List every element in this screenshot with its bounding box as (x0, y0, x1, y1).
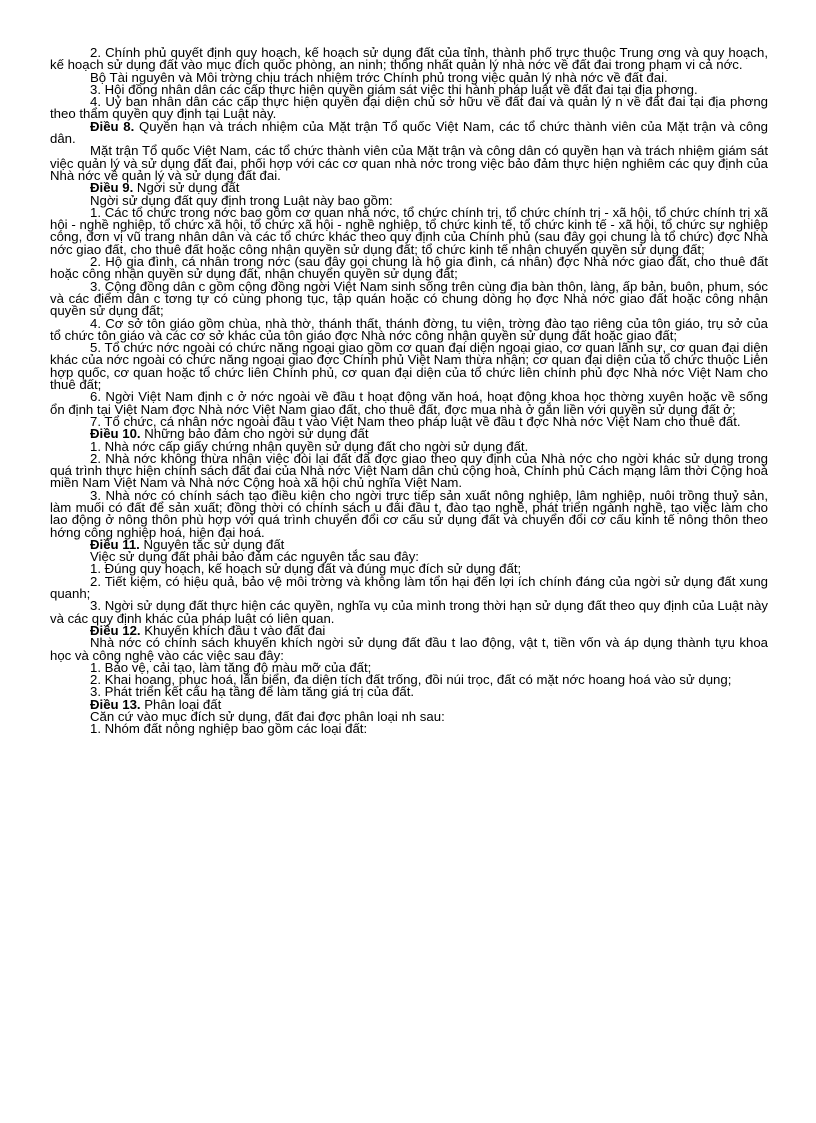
paragraph: 2. Tiết kiệm, có hiệu quả, bảo vệ môi trờng và không làm tổn hại đến lợi ích chính đáng của ngời sử dụng đất xung quanh; (50, 573, 768, 602)
article-heading: Điều 8. (90, 118, 135, 134)
paragraph: 1. Đúng quy hoạch, kế hoạch sử dụng đất và đúng mục đích sử dụng đất; (90, 561, 522, 577)
paragraph: 6. Ngời Việt Nam định c ở nớc ngoài về đầu t hoạt động văn hoá, hoạt động khoa học thờng xuyên hoặc về sống ổn định tại Việt Nam đợc Nhà nớc Việt Nam giao đất, cho thuê đất, đợc mua nhà ở gắn liền với quyền sử dụng đất ở; (50, 389, 768, 417)
article-heading: Điều 9. (90, 180, 134, 196)
paragraph: 2. Khai hoang, phục hoá, lấn biển, đa diện tích đất trống, đồi núi trọc, đất có mặt nớc hoang hoá vào sử dụng; (90, 672, 732, 688)
paragraph: 3. Hội đồng nhân dân các cấp thực hiện quyền giám sát việc thi hành pháp luật về đất đai tại địa phơng. (90, 81, 698, 97)
paragraph: 3. Ngời sử dụng đất thực hiện các quyền, nghĩa vụ của mình trong thời hạn sử dụng đất theo quy định của Luật này và các quy định khác của pháp luật có liên quan. (50, 598, 768, 626)
article-title: Những bảo đảm cho ngời sử dụng đất (140, 426, 369, 442)
article-heading: Điều 13. (90, 696, 141, 712)
paragraph: Nhà nớc có chính sách khuyến khích ngời sử dụng đất đầu t lao động, vật t, tiền vốn và áp dụng thành tựu khoa học và công nghệ vào các việc sau đây: (50, 635, 768, 663)
paragraph: 3. Cộng đồng dân c gồm cộng đồng ngời Việt Nam sinh sống trên cùng địa bàn thôn, làng, ấp bản, buôn, phum, sóc và các điểm dân c tơng tự có cùng phong tục, tập quán hoặc có chung dòng họ đợc Nhà nớc giao đất hoặc công nhận quyền sử dụng đất; (50, 278, 768, 319)
paragraph: Việc sử dụng đất phải bảo đảm các nguyên tắc sau đây: (90, 549, 419, 565)
document-body (50, 47, 768, 736)
paragraph: Ngời sử dụng đất quy định trong Luật này bao gồm: (90, 192, 393, 208)
article-title: Phân loại đất (140, 696, 222, 712)
paragraph: 7. Tổ chức, cá nhân nớc ngoài đầu t vào Việt Nam theo pháp luật về đầu t đợc Nhà nớc Việt Nam cho thuê đất. (90, 413, 741, 429)
paragraph: 1. Bảo vệ, cải tạo, làm tăng độ màu mỡ của đất; (90, 659, 372, 675)
article-title: Khuyến khích đầu t vào đất đai (140, 622, 326, 638)
article-heading: Điều 10. (90, 426, 141, 442)
paragraph: 3. Phát triển kết cấu hạ tầng để làm tăng giá trị của đất. (90, 684, 415, 700)
paragraph: Mặt trận Tổ quốc Việt Nam, các tổ chức thành viên của Mặt trận và công dân có quyền hạn và trách nhiệm giám sát việc quản lý và sử dụng đất đai, phối hợp với các cơ quan nhà nớc trong việc bảo đảm thực hiện nghiêm các quy định của Nhà nớc về quản lý và sử dụng đất đai. (50, 143, 768, 183)
paragraph: 1. Nhóm đất nông nghiệp bao gồm các loại đất: (90, 721, 368, 737)
paragraph: 5. Tổ chức nớc ngoài có chức năng ngoại giao gồm cơ quan đại diện ngoại giao, cơ quan lãnh sự, cơ quan đại diện khác của nớc ngoài có chức năng ngoại giao đợc Chính phủ Việt Nam thừa nhận; cơ quan đại diện của tổ chức thuộc Liên hợp quốc, cơ quan hoặc tổ chức liên Chính phủ, cơ quan đại diện của tổ chức liên chính phủ đợc Nhà nớc Việt Nam cho thuê đất; (50, 340, 768, 393)
paragraph: 4. Uỷ ban nhân dân các cấp thực hiện quyền đại diện chủ sở hữu về đất đai và quản lý n về đất đai tại địa phơng theo thẩm quyền quy định tại Luật này. (50, 94, 768, 122)
paragraph: 2. Chính phủ quyết định quy hoạch, kế hoạch sử dụng đất của tỉnh, thành phố trực thuộc Trung ơng và quy hoạch, kế hoạch sử dụng đất vào mục đích quốc phòng, an ninh; thống nhất quản lý nhà nớc về đất đai trong phạm vi cả nớc. (50, 45, 768, 73)
paragraph: 2. Hộ gia đình, cá nhân trong nớc (sau đây gọi chung là hộ gia đình, cá nhân) đợc Nhà nớc giao đất, cho thuê đất hoặc công nhận quyền sử dụng đất, nhận chuyển quyền sử dụng đất; (50, 254, 768, 282)
article-8 (50, 118, 768, 147)
paragraph: 1. Các tổ chức trong nớc bao gồm cơ quan nhà nớc, tổ chức chính trị, tổ chức chính trị - xã hội, tổ chức chính trị xã hội - nghề nghiệp, tổ chức xã hội, tổ chức xã hội - nghề nghiệp, tổ chức kinh tế, tổ chức kinh tế - xã hội, tổ chức sự nghiệp công, đơn vị vũ trang nhân dân và các tổ chức khác theo quy định của Chính phủ (sau đây gọi chung là tổ chức) đợc Nhà nớc giao đất, cho thuê đất hoặc công nhận quyền sử dụng đất; tổ chức kinh tế nhận chuyển quyền sử dụng đất; (50, 204, 768, 257)
article-title: Ngời sử dụng đất (133, 180, 240, 196)
article-heading: Điều 11. (90, 536, 140, 552)
paragraph: Căn cứ vào mục đích sử dụng, đất đai đợc phân loại nh sau: (90, 709, 445, 725)
paragraph: 4. Cơ sở tôn giáo gồm chùa, nhà thờ, thánh thất, thánh đờng, tu viện, trờng đào tạo riêng của tôn giáo, trụ sở của tổ chức tôn giáo và các cơ sở khác của tôn giáo đợc Nhà nớc công nhận quyền sử dụng đất hoặc giao đất; (50, 315, 768, 343)
paragraph: 3. Nhà nớc có chính sách tạo điều kiện cho ngời trực tiếp sản xuất nông nghiệp, lâm nghiệp, nuôi trồng thuỷ sản, làm muối có đất để sản xuất; đồng thời có chính sách u đãi đầu t, đào tạo nghề, phát triển ngành nghề, tạo việc làm cho lao động ở nông thôn phù hợp với quá trình chuyển đổi cơ cấu sử dụng đất và chuyển đổi cơ cấu kinh tế nông thôn theo hớng công nghiệp hoá, hiện đại hoá. (50, 487, 768, 540)
article-title: Nguyên tắc sử dụng đất (139, 536, 285, 552)
article-heading: Điều 12. (90, 622, 141, 638)
paragraph: Bộ Tài nguyên và Môi trờng chịu trách nhiệm trớc Chính phủ trong việc quản lý nhà nớc về đất đai. (90, 69, 668, 85)
paragraph: 1. Nhà nớc cấp giấy chứng nhận quyền sử dụng đất cho ngời sử dụng đất. (90, 438, 529, 454)
paragraph: 2. Nhà nớc không thừa nhận việc đòi lại đất đã đợc giao theo quy định của Nhà nớc cho ngời khác sử dụng trong quá trình thực hiện chính sách đất đai của Nhà nớc Việt Nam dân chủ cộng hoà, Chính phủ Cách mạng lâm thời Cộng hoà miền Nam Việt Nam và Nhà nớc Cộng hoà xã hội chủ nghĩa Việt Nam. (50, 450, 768, 491)
article-title: Quyền hạn và trách nhiệm của Mặt trận Tổ quốc Việt Nam, các tổ chức thành viên của Mặt trận và công dân. (50, 118, 768, 147)
